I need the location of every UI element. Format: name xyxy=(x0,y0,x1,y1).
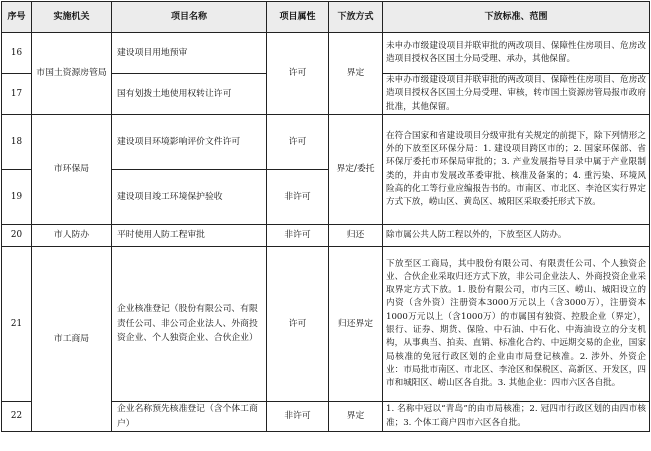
row-no: 18 xyxy=(2,115,32,170)
row-no: 21 xyxy=(2,247,32,402)
row-method: 归还界定 xyxy=(329,247,383,402)
row-item: 国有划拨土地使用权转让许可 xyxy=(112,74,267,115)
row-no: 16 xyxy=(2,33,32,74)
row-item: 建设项目用地预审 xyxy=(112,33,267,74)
row-attr: 非许可 xyxy=(267,170,329,225)
row-standard: 未申办市级建设项目并联审批的两改项目、保障性住房项目、危房改造项目授权各区国土分局受理、承办，其他保留。 xyxy=(383,33,650,74)
row-item: 企业名称预先核准登记（含个体工商户） xyxy=(112,402,267,432)
row-agency: 市国土资源房管局 xyxy=(32,33,112,115)
row-attr: 许可 xyxy=(267,33,329,115)
row-item: 平时使用人防工程审批 xyxy=(112,225,267,247)
row-agency: 市环保局 xyxy=(32,115,112,225)
row-standard: 在符合国家和省建设项目分级审批有关规定的前提下，除下列情形之外的下放至区环保分局：1. 建设项目跨区市的；2. 国家环保部、省环保厅委托市环保局审批的；3. 产业发展指导目录中属于产业限制类的，并由市发展改革委审批、核准及备案的；4. 重污染、环境风险高的化工等行业应编报告书的。市南区、市北区、李沧区实行界定方式下放，崂山区、黄岛区、城阳区采取委托形式下放。 xyxy=(383,115,650,225)
row-no: 20 xyxy=(2,225,32,247)
row-no: 17 xyxy=(2,74,32,115)
table-row xyxy=(2,33,650,74)
table-row xyxy=(2,115,650,170)
row-no: 19 xyxy=(2,170,32,225)
row-attr: 非许可 xyxy=(267,402,329,432)
row-method: 界定/委托 xyxy=(329,115,383,225)
row-standard: 未申办市级建设项目并联审批的两改项目、保障性住房项目、危房改造项目授权各区国土分局受理、审核，转市国土资源房管局报市政府批准，其他保留。 xyxy=(383,74,650,115)
header-standard: 下放标准、范围 xyxy=(383,2,650,33)
header-method: 下放方式 xyxy=(329,2,383,33)
row-attr: 非许可 xyxy=(267,225,329,247)
table-row xyxy=(2,225,650,247)
row-standard: 1. 名称中冠以“青岛”的由市局核准；2. 冠四市行政区划的由四市核准；3. 个体工商户四市六区各自批。 xyxy=(383,402,650,432)
row-method: 界定 xyxy=(329,33,383,115)
row-attr: 许可 xyxy=(267,115,329,170)
decentralization-table xyxy=(1,1,650,432)
row-attr: 许可 xyxy=(267,247,329,402)
header-agency: 实施机关 xyxy=(32,2,112,33)
header-attr: 项目属性 xyxy=(267,2,329,33)
row-method: 归还 xyxy=(329,225,383,247)
row-standard: 下放至区工商局，其中股份有限公司、有限责任公司、个人独资企业、合伙企业采取归还方式下放，非公司企业法人、外商投资企业采取界定方式下放。1. 股份有限公司，市内三区、崂山、城阳设立的内资（含外资）注册资本3000万元以上（含3000万），注册资本1000万元以上（含1000万）的市属国有独资、控股企业（界定），银行、证券、期货、保险、中石油、中石化、中海油设立的分支机构，从事典当、拍卖、直销、标准化合约、中远期交易的企业，国家局核准的免冠行政区划的企业由市局登记核准。2. 涉外、外资企业：市局批市南区、市北区、李沧区和保税区、高新区、开发区，四市和城阳区、崂山区各自批。3. 其他企业：四市六区各自批。 xyxy=(383,247,650,402)
table-header-row xyxy=(2,2,650,33)
row-method: 界定 xyxy=(329,402,383,432)
header-item: 项目名称 xyxy=(112,2,267,33)
row-item: 企业核准登记（股份有限公司、有限责任公司、非公司企业法人、外商投资企业、个人独资企业、合伙企业） xyxy=(112,247,267,402)
table-row xyxy=(2,247,650,402)
row-no: 22 xyxy=(2,402,32,432)
row-agency: 市工商局 xyxy=(32,247,112,432)
row-item: 建设项目竣工环境保护验收 xyxy=(112,170,267,225)
row-standard: 除市属公共人防工程以外的，下放至区人防办。 xyxy=(383,225,650,247)
row-item: 建设项目环境影响评价文件许可 xyxy=(112,115,267,170)
header-no: 序号 xyxy=(2,2,32,33)
row-agency: 市人防办 xyxy=(32,225,112,247)
